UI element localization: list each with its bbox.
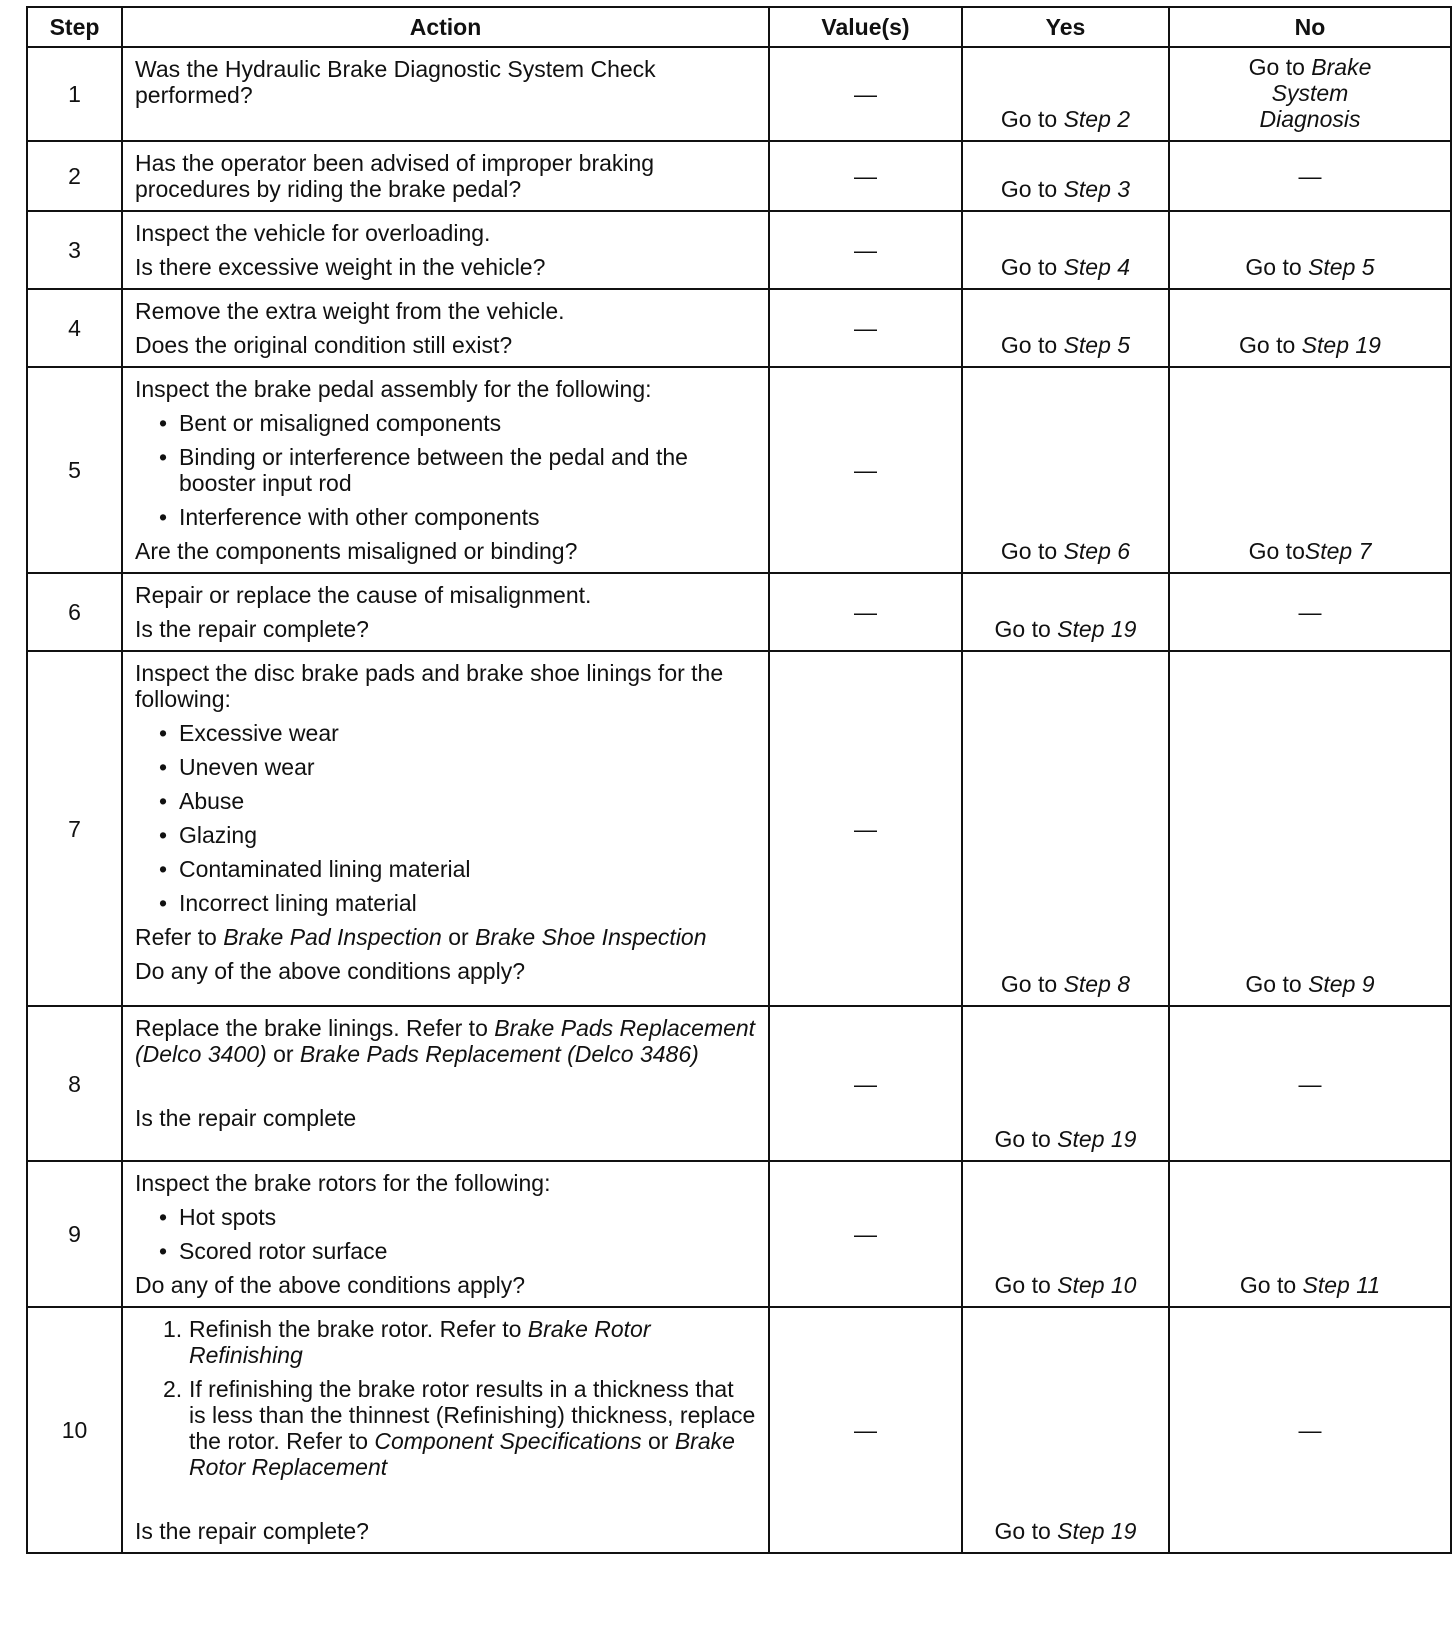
action-instruction: Inspect the disc brake pads and brake shoe linings for the following: (135, 660, 724, 712)
spacer (135, 1488, 756, 1518)
action-question: Has the operator been advised of improper braking procedures by riding the brake pedal? (135, 150, 655, 202)
list-item: • Scored rotor surface (165, 1238, 756, 1264)
no-step-link[interactable]: Step 7 (1304, 538, 1372, 564)
action-question: Was the Hydraulic Brake Diagnostic System Check performed? (135, 56, 656, 108)
action-cell (122, 1307, 769, 1553)
yes-step-link[interactable]: Step 4 (1063, 254, 1131, 280)
yes-cell (962, 1006, 1169, 1161)
list-item (163, 1316, 756, 1368)
action-cell (122, 367, 769, 573)
no-step-link[interactable]: Step 11 (1302, 1272, 1381, 1298)
action-cell (122, 651, 769, 1006)
no-cell (1169, 289, 1451, 367)
component-specifications-link[interactable]: Component Specifications (374, 1428, 642, 1454)
value-dash: — (769, 1161, 962, 1307)
yes-step-link[interactable]: Step 10 (1057, 1272, 1137, 1298)
yes-cell (962, 1307, 1169, 1553)
action-instruction (135, 1015, 756, 1067)
no-cell (1169, 651, 1451, 1006)
go-to-label: Go to (1000, 538, 1058, 564)
yes-cell (962, 573, 1169, 651)
header-action: Action (122, 7, 769, 47)
header-no: No (1169, 7, 1451, 47)
brake-rotor-replacement-link[interactable]: Brake Rotor Replacement (189, 1428, 735, 1480)
header-values: Value(s) (769, 7, 962, 47)
go-to-label: Go to (1000, 176, 1058, 202)
no-cell (1169, 211, 1451, 289)
action-question: Do any of the above conditions apply? (135, 958, 525, 984)
go-to-label: Go to (994, 1272, 1051, 1298)
yes-step-link[interactable]: Step 6 (1063, 538, 1131, 564)
table-row (27, 141, 1451, 211)
value-dash: — (769, 573, 962, 651)
go-to-label: Go to (1239, 1272, 1297, 1298)
list-item: • Incorrect lining material (165, 890, 756, 916)
action-instruction: Inspect the vehicle for overloading. (135, 220, 491, 246)
yes-step-link[interactable]: Step 8 (1063, 971, 1131, 997)
no-step-link[interactable]: Step 19 (1301, 332, 1381, 358)
yes-cell (962, 651, 1169, 1006)
list-item: • Excessive wear (165, 720, 756, 746)
go-to-label: Go to (994, 1126, 1051, 1152)
no-dash: — (1169, 573, 1451, 651)
list-item: • Hot spots (165, 1204, 756, 1230)
action-question: Do any of the above conditions apply? (135, 1272, 525, 1298)
refer-or: or (647, 1428, 669, 1454)
no-link-diagnosis[interactable]: Diagnosis (1259, 106, 1361, 132)
action-cell (122, 211, 769, 289)
step-number: 1 (27, 47, 122, 141)
value-dash: — (769, 1006, 962, 1161)
no-cell (1169, 367, 1451, 573)
list-item: • Contaminated lining material (165, 856, 756, 882)
header-step: Step (27, 7, 122, 47)
list-item: • Uneven wear (165, 754, 756, 780)
no-dash: — (1169, 1006, 1451, 1161)
step-number: 8 (27, 1006, 122, 1161)
value-dash: — (769, 289, 962, 367)
item-text: If refinishing the brake rotor results in a thickness that is less than the thinnest (Refinishing) thickness, replace the rotor. Refer to (189, 1376, 756, 1454)
go-to-label: Go to (994, 616, 1051, 642)
action-instruction: Remove the extra weight from the vehicle. (135, 298, 565, 324)
no-dash: — (1169, 1307, 1451, 1553)
value-dash: — (769, 1307, 962, 1553)
table-row (27, 367, 1451, 573)
no-step-link[interactable]: Step 9 (1308, 971, 1375, 997)
step-number: 6 (27, 573, 122, 651)
step-number: 5 (27, 367, 122, 573)
value-dash: — (769, 141, 962, 211)
action-instruction: Inspect the brake pedal assembly for the following: (135, 376, 652, 402)
go-to-label: Go to (1000, 971, 1058, 997)
yes-step-link[interactable]: Step 2 (1063, 106, 1131, 132)
yes-step-link[interactable]: Step 19 (1057, 1126, 1137, 1152)
step-number: 10 (27, 1307, 122, 1553)
yes-cell (962, 367, 1169, 573)
no-cell (1169, 47, 1451, 141)
brake-pad-inspection-link[interactable]: Brake Pad Inspection (223, 924, 442, 950)
table-row (27, 573, 1451, 651)
value-dash: — (769, 651, 962, 1006)
no-link-brake[interactable]: Brake (1311, 54, 1372, 80)
go-to-label: Go to (994, 1518, 1051, 1544)
bullet-list (135, 410, 756, 530)
yes-step-link[interactable]: Step 5 (1063, 332, 1131, 358)
header-yes: Yes (962, 7, 1169, 47)
go-to-label: Go to (1000, 254, 1058, 280)
yes-cell (962, 47, 1169, 141)
action-cell (122, 1006, 769, 1161)
value-dash: — (769, 211, 962, 289)
table-row (27, 1307, 1451, 1553)
table-row (27, 1161, 1451, 1307)
yes-cell (962, 289, 1169, 367)
value-dash: — (769, 47, 962, 141)
refer-or: or (448, 924, 469, 950)
list-item: • Binding or interference between the pedal and the booster input rod (165, 444, 756, 496)
action-question: Does the original condition still exist? (135, 332, 513, 358)
yes-step-link[interactable]: Step 19 (1057, 616, 1137, 642)
action-cell (122, 1161, 769, 1307)
go-to-label: Go to (1239, 332, 1296, 358)
list-item (163, 1376, 756, 1480)
yes-cell (962, 141, 1169, 211)
action-question: Is the repair complete? (135, 1518, 369, 1544)
go-to-label: Go to (1245, 254, 1302, 280)
replace-text: Replace the brake linings. Refer to (135, 1015, 488, 1041)
list-item: • Bent or misaligned components (165, 410, 756, 436)
action-cell (122, 141, 769, 211)
no-cell (1169, 1161, 1451, 1307)
action-cell (122, 289, 769, 367)
step-number: 4 (27, 289, 122, 367)
go-to-label: Go to (1248, 538, 1305, 564)
step-number: 7 (27, 651, 122, 1006)
action-cell (122, 573, 769, 651)
action-cell (122, 47, 769, 141)
action-question: Is the repair complete (135, 1105, 357, 1131)
refer-line (135, 924, 756, 950)
go-to-label: Go to (1000, 106, 1058, 132)
brake-pads-replacement-3400-link[interactable]: Brake Pads Replacement (Delco 3400) (135, 1015, 756, 1067)
step-number: 3 (27, 211, 122, 289)
numbered-list (135, 1316, 756, 1480)
action-instruction: Inspect the brake rotors for the following: (135, 1170, 551, 1196)
item-number: 2. (163, 1376, 183, 1402)
table-row (27, 1006, 1451, 1161)
spacer (135, 1075, 756, 1105)
item-text: Refinish the brake rotor. Refer to (189, 1316, 522, 1342)
action-instruction: Repair or replace the cause of misalignment. (135, 582, 592, 608)
yes-cell (962, 1161, 1169, 1307)
go-to-label: Go to (1248, 54, 1305, 80)
no-dash: — (1169, 141, 1451, 211)
diagnostic-table (26, 6, 1452, 1554)
yes-cell (962, 211, 1169, 289)
list-item: • Interference with other components (165, 504, 756, 530)
table-row (27, 211, 1451, 289)
no-link-system[interactable]: System (1271, 80, 1349, 106)
action-question: Is there excessive weight in the vehicle? (135, 254, 546, 280)
no-step-link[interactable]: Step 5 (1308, 254, 1375, 280)
table-row (27, 651, 1451, 1006)
table-row (27, 289, 1451, 367)
brake-rotor-refinishing-link[interactable]: Brake Rotor Refinishing (189, 1316, 651, 1368)
list-item: • Abuse (165, 788, 756, 814)
header-row (27, 7, 1451, 47)
bullet-list (135, 720, 756, 916)
action-question: Is the repair complete? (135, 616, 369, 642)
item-number: 1. (163, 1316, 183, 1342)
bullet-list (135, 1204, 756, 1264)
brake-pads-replacement-3486-link[interactable]: Brake Pads Replacement (Delco 3486) (299, 1041, 699, 1067)
yes-step-link[interactable]: Step 3 (1063, 176, 1131, 202)
go-to-label: Go to (1000, 332, 1058, 358)
table-row (27, 47, 1451, 141)
value-dash: — (769, 367, 962, 573)
refer-prefix: Refer to (135, 924, 217, 950)
refer-or: or (273, 1041, 294, 1067)
brake-shoe-inspection-link[interactable]: Brake Shoe Inspection (475, 924, 707, 950)
step-number: 9 (27, 1161, 122, 1307)
step-number: 2 (27, 141, 122, 211)
list-item: • Glazing (165, 822, 756, 848)
go-to-label: Go to (1245, 971, 1302, 997)
action-question: Are the components misaligned or binding? (135, 538, 578, 564)
yes-step-link[interactable]: Step 19 (1057, 1518, 1137, 1544)
